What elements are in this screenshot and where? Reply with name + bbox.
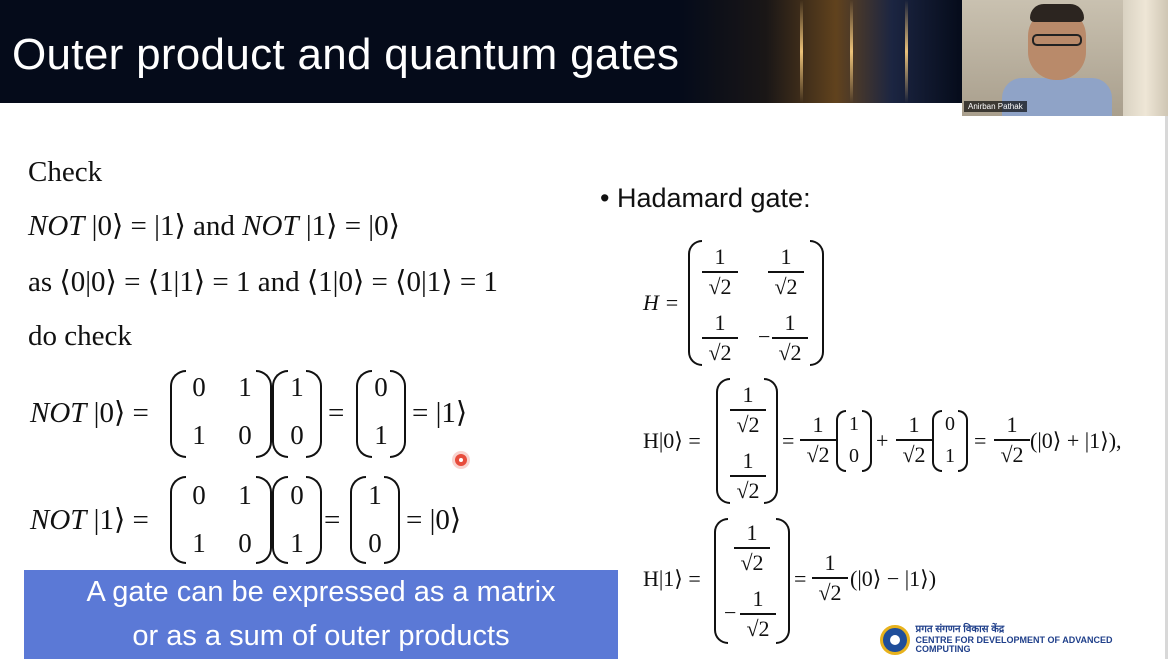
eq1-lhs [30, 399, 149, 428]
eq2-matrix-cell: 1 [238, 480, 252, 510]
h0-vec-paren-left [716, 378, 730, 504]
basis-cell: 0 [945, 413, 955, 435]
cdac-english-name: CENTRE FOR DEVELOPMENT OF ADVANCED COMPUTING [915, 634, 1113, 655]
presenter-video[interactable] [962, 0, 1168, 116]
h1-entry: 1 √2 [740, 588, 776, 640]
h0-vec-paren-right [764, 378, 778, 504]
eq1-matrix-paren-right [256, 370, 272, 458]
laser-pointer [455, 454, 467, 466]
cdac-hindi-name: प्रगत संगणन विकास केंद्र [915, 624, 1005, 636]
eq1-vec-paren-right [306, 370, 322, 458]
h-entry: 1 √2 [702, 246, 738, 298]
basis-vec-paren-right [958, 410, 968, 472]
eq1-matrix-paren-left [170, 370, 186, 458]
eq2-rhs: = |0⟩ [406, 504, 462, 536]
equals-sign: = [782, 428, 795, 453]
plus-sign: + [876, 428, 889, 453]
eq2-result-paren-right [384, 476, 400, 564]
h1-vec-paren-right [776, 518, 790, 644]
h0-entry: 1 √2 [730, 450, 766, 502]
light-streak [850, 0, 853, 103]
h1-label: H|1⟩ = [643, 566, 701, 591]
eq1-vec-cell: 0 [290, 420, 304, 450]
eq1-vec-cell: 1 [290, 372, 304, 402]
eq2-matrix-paren-right [256, 476, 272, 564]
title-background-art [682, 0, 962, 103]
cdac-logo-icon [880, 625, 910, 655]
coef: 1 √2 [994, 414, 1030, 466]
hadamard-bullet: • Hadamard gate: [600, 183, 811, 213]
not-op: NOT [28, 210, 85, 242]
h-entry: 1 √2 [702, 312, 738, 364]
presenter-hair [1030, 4, 1084, 22]
summary-callout [24, 570, 618, 659]
not-op: NOT [30, 397, 87, 429]
cdac-branding [880, 623, 1165, 657]
basis-cell: 0 [849, 445, 859, 467]
equals-sign: = [794, 566, 807, 591]
eq1-result-cell: 1 [374, 420, 388, 450]
eq2-matrix-paren-left [170, 476, 186, 564]
light-streak [905, 0, 908, 103]
not-op: NOT [30, 504, 87, 536]
cdac-names [916, 625, 1165, 654]
coef: 1 √2 [800, 414, 836, 466]
h1-entry: 1 √2 [734, 522, 770, 574]
h0-result: (|0⟩ + |1⟩), [1030, 428, 1122, 453]
title-bar [0, 0, 962, 103]
h-entry: 1 √2 [768, 246, 804, 298]
do-check-label: do check [28, 320, 132, 352]
eq1-matrix-cell: 0 [192, 372, 206, 402]
eq1-matrix-cell: 0 [238, 420, 252, 450]
h-entry: 1 √2 [772, 312, 808, 364]
eq1-matrix-cell: 1 [238, 372, 252, 402]
basis-cell: 1 [849, 413, 859, 435]
h1-result: (|0⟩ − |1⟩) [850, 566, 937, 591]
presenter-name-badge: Anirban Pathak [964, 101, 1027, 112]
light-streak [800, 0, 803, 103]
and-word: and [193, 210, 235, 242]
eq2-result-cell: 1 [368, 480, 382, 510]
eq1-matrix-cell: 1 [192, 420, 206, 450]
eq2-lhs-ket: |1⟩ = [93, 504, 149, 536]
eq1-result-cell: 0 [374, 372, 388, 402]
h0-label: H|0⟩ = [643, 428, 701, 453]
eq2-matrix-cell: 0 [238, 528, 252, 558]
eq1-rhs: = |1⟩ [412, 397, 468, 429]
h-matrix-paren-left [688, 240, 702, 366]
callout-line: or as a sum of outer products [132, 620, 510, 652]
eq2-matrix-cell: 0 [192, 480, 206, 510]
video-background [1123, 0, 1168, 116]
coef: 1 √2 [896, 414, 932, 466]
coef: 1 √2 [812, 552, 848, 604]
callout-line: A gate can be expressed as a matrix [86, 576, 556, 608]
eq2-matrix-cell: 1 [192, 528, 206, 558]
basis-vec-paren-right [862, 410, 872, 472]
slide-title: Outer product and quantum gates [12, 30, 680, 79]
eq2-vec-cell: 1 [290, 528, 304, 558]
check-label: Check [28, 156, 103, 188]
eq1-result-paren-right [390, 370, 406, 458]
inner-product-line: as ⟨0|0⟩ = ⟨1|1⟩ = 1 and ⟨1|0⟩ = ⟨0|1⟩ = 1 [28, 266, 498, 298]
minus-sign: − [758, 324, 771, 349]
equals-sign: = [974, 428, 987, 453]
basis-cell: 1 [945, 445, 955, 467]
minus-sign: − [724, 600, 737, 625]
not-op: NOT [242, 210, 299, 242]
presenter-glasses [1032, 34, 1082, 46]
h0-entry: 1 √2 [730, 384, 766, 436]
h-label: H = [643, 290, 680, 315]
eq2-lhs [30, 506, 149, 535]
eq2-vec-cell: 0 [290, 480, 304, 510]
equals-sign: = [328, 397, 345, 429]
not-identity-line [28, 212, 400, 241]
not-eq-b: |1⟩ = |0⟩ [305, 210, 400, 242]
eq1-lhs-ket: |0⟩ = [93, 397, 149, 429]
not-eq-a: |0⟩ = |1⟩ [91, 210, 186, 242]
h1-vec-paren-left [714, 518, 728, 644]
eq2-vec-paren-right [306, 476, 322, 564]
h-matrix-paren-right [810, 240, 824, 366]
eq2-result-cell: 0 [368, 528, 382, 558]
equals-sign: = [324, 504, 341, 536]
